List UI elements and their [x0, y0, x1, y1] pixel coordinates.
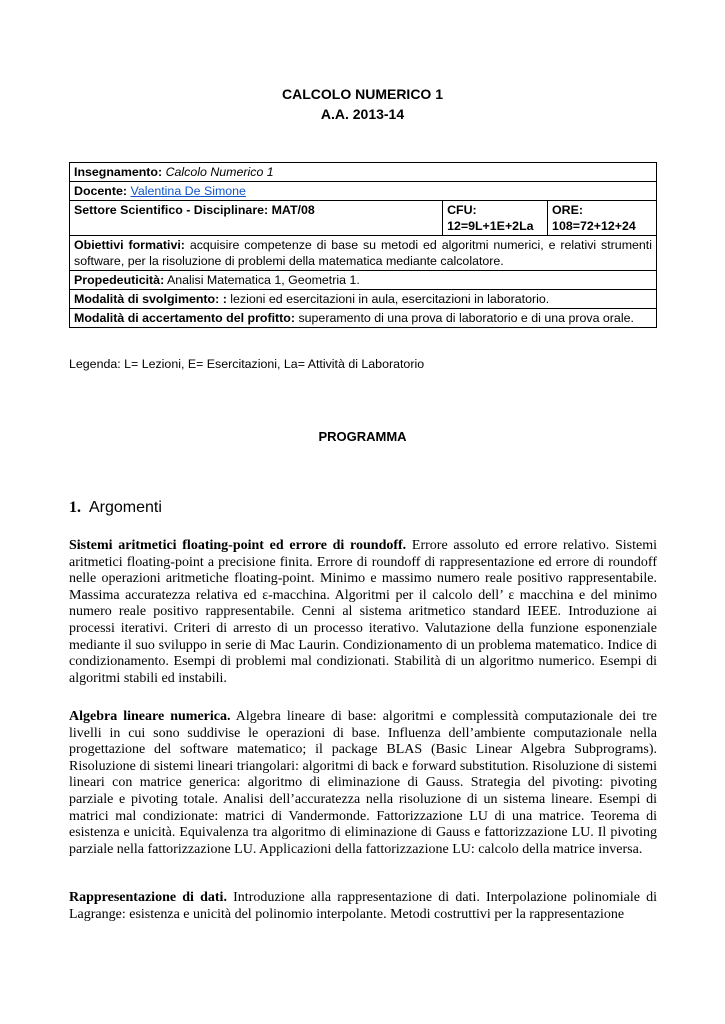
row-obiettivi: [70, 236, 657, 271]
accertamento-label: Modalità di accertamento del profitto:: [74, 311, 295, 325]
academic-year: A.A. 2013-14: [320, 106, 405, 122]
svolgimento-label: Modalità di svolgimento: :: [74, 292, 227, 306]
obiettivi-label: Obiettivi formativi:: [74, 238, 185, 252]
obiettivi-value: acquisire competenze di base su metodi ed algoritmi numerici, e relativi strumenti software, per la risoluzione di problemi della matematica mediante calcolatore.: [74, 238, 652, 268]
paragraph-heading: Sistemi aritmetici floating-point ed errore di roundoff.: [69, 538, 407, 553]
paragraph-heading: Rappresentazione di dati.: [69, 890, 227, 905]
course-info-table: [69, 162, 657, 328]
row-docente: [70, 182, 657, 201]
ore-value: 108=72+12+24: [552, 219, 636, 233]
paragraph-body: Algebra lineare di base: algoritmi e complessità computazionale dei tre livelli in cui sono suddivise le operazioni di base. Influenza dell’ambiente computazionale nella progettazione del software matematico; il package BLAS (Basic Linear Algebra Subprograms). Risoluzione di sistemi lineari triangolari: algoritmi di back e forward substitution. Risoluzione di sistemi lineari con matrice generica: algoritmo di eliminazione di Gauss. Strategia del pivoting: pivoting parziale e pivoting totale. Analisi dell’accuratezza nella risoluzione di un sistema lineare. Esempi di matrici mal condizionate: matrici di Vandermonde. Fattorizzazione LU di una matrice. Teorema di esistenza e unicità. Equivalenza tra algoritmo di eliminazione di Gauss e fattorizzazione LU. Il pivoting parziale nella fattorizzazione LU. Applicazioni della fattorizzazione LU: calcolo della matrice inversa.: [69, 709, 657, 857]
docente-label: Docente:: [74, 184, 128, 198]
row-svolgimento: [70, 290, 657, 309]
propedeuticita-label: Propedeuticità:: [74, 273, 165, 287]
section-number: 1.: [69, 499, 81, 516]
propedeuticita-value: Analisi Matematica 1, Geometria 1.: [166, 273, 360, 287]
paragraph-body: Introduzione alla rappresentazione di dati. Interpolazione polinomiale di Lagrange: esistenza e unicità del polinomio interpolante. Metodi costruttivi per la rappresentazione: [69, 890, 657, 922]
row-settore: [70, 201, 657, 236]
ore-label: ORE:: [552, 203, 584, 217]
section-heading: [69, 499, 162, 517]
paragraph-rappresentazione-dati: [69, 890, 657, 923]
cfu-value: 12=9L+1E+2La: [447, 219, 534, 233]
paragraph-floating-point: [69, 538, 657, 687]
settore-label: Settore Scientifico - Disciplinare: MAT/08: [70, 201, 443, 236]
paragraph-heading: Algebra lineare numerica.: [69, 709, 231, 724]
accertamento-value: superamento di una prova di laboratorio e di una prova orale.: [298, 311, 634, 325]
insegnamento-value: Calcolo Numerico 1: [165, 165, 274, 179]
cfu-label: CFU:: [447, 203, 477, 217]
programma-heading: PROGRAMMA: [318, 429, 407, 444]
row-accertamento: [70, 309, 657, 328]
row-propedeuticita: [70, 271, 657, 290]
paragraph-algebra-lineare: [69, 709, 657, 858]
insegnamento-label: Insegnamento:: [74, 165, 163, 179]
row-insegnamento: [70, 163, 657, 182]
legenda: Legenda: L= Lezioni, E= Esercitazioni, La= Attività di Laboratorio: [69, 357, 425, 371]
svolgimento-value: lezioni ed esercitazioni in aula, esercitazioni in laboratorio.: [230, 292, 550, 306]
paragraph-body: Errore assoluto ed errore relativo. Sistemi aritmetici floating-point a precisione finita. Errore di roundoff di rappresentazione ed errore di roundoff nelle operazioni aritmetiche floating-point. Minimo e massimo numero reale positivo rappresentabile. Massima accuratezza relativa ed ε-macchina. Algoritmi per il calcolo dell’ ε macchina e del minimo numero reale positivo rappresentabile. Cenni al sistema aritmetico standard IEEE. Introduzione ai processi iterativi. Criteri di arresto di un processo iterativo. Valutazione della funzione esponenziale mediante il suo sviluppo in serie di Mac Laurin. Condizionamento di un problema matematico. Indice di condizionamento. Esempi di problemi mal condizionati. Stabilità di un algoritmo numerico. Esempi di algoritmi stabili ed instabili.: [69, 538, 657, 686]
document-title: CALCOLO NUMERICO 1: [282, 86, 443, 102]
section-title: Argomenti: [89, 499, 162, 516]
docente-link[interactable]: Valentina De Simone: [130, 184, 246, 198]
